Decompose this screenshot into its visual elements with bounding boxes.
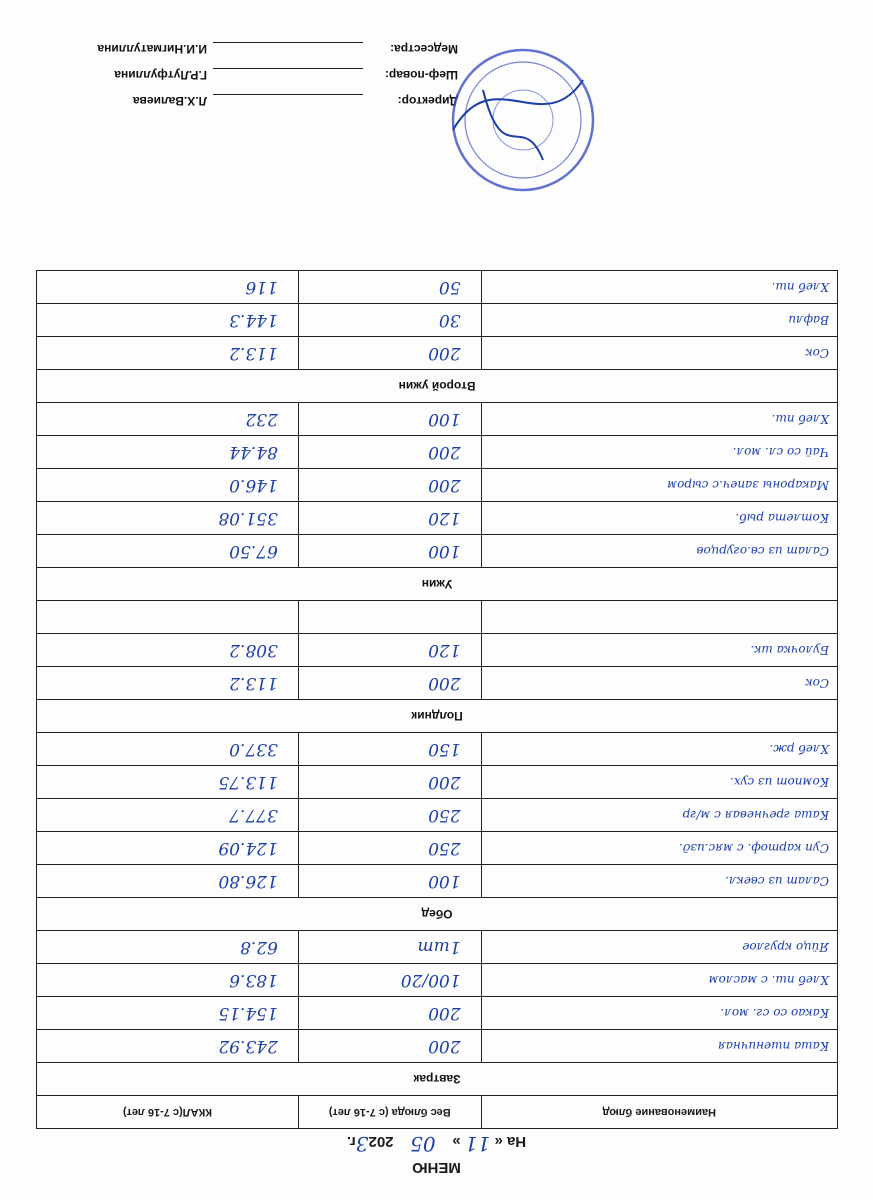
- table-row: [37, 865, 838, 898]
- dish-name: Суп картоф. с мяс.изд.: [481, 832, 837, 865]
- dish-name: Хлеб пш.: [481, 271, 837, 304]
- meal-section-row: [37, 568, 838, 601]
- dish-weight: 120: [298, 634, 481, 667]
- signature-person: Л.Х.Валиева: [133, 94, 207, 108]
- header-kcal: ККАЛ(с 7-16 лет): [37, 1096, 299, 1129]
- page-title: МЕНЮ: [412, 1159, 461, 1176]
- meal-section-row: [37, 1063, 838, 1096]
- table-row: [37, 733, 838, 766]
- dish-kcal: 113.2: [37, 667, 299, 700]
- dish-kcal: 351.08: [37, 502, 299, 535]
- dish-weight: 100/20: [298, 964, 481, 997]
- dish-weight: 200: [298, 1030, 481, 1063]
- table-row: [37, 271, 838, 304]
- dish-weight: 100: [298, 403, 481, 436]
- date-mid: »: [452, 1133, 461, 1150]
- dish-name: Каша пшеничная: [481, 1030, 837, 1063]
- dish-kcal: [37, 601, 299, 634]
- dish-weight: 200: [298, 997, 481, 1030]
- dish-weight: 150: [298, 733, 481, 766]
- round-stamp-icon: [443, 40, 603, 200]
- table-row: [37, 436, 838, 469]
- dish-weight: [298, 601, 481, 634]
- dish-kcal: 377.7: [37, 799, 299, 832]
- dish-kcal: 67.50: [37, 535, 299, 568]
- table-row: [37, 832, 838, 865]
- dish-weight: 30: [298, 304, 481, 337]
- signature-chef: [18, 68, 458, 82]
- dish-kcal: 62.8: [37, 931, 299, 964]
- header-weight: Вес блюда (с 7-16 лет): [298, 1096, 481, 1129]
- dish-name: Яйцо круглое: [481, 931, 837, 964]
- dish-name: Каша гречневая с м/гр: [481, 799, 837, 832]
- signature-role: Директор:: [397, 94, 458, 108]
- meal-title: Ужин: [37, 568, 838, 601]
- table-row: [37, 931, 838, 964]
- signature-line: [213, 68, 363, 81]
- table-row: [37, 667, 838, 700]
- dish-kcal: 232: [37, 403, 299, 436]
- signature-person: Г.Р.Лутфуллина: [114, 68, 207, 82]
- dish-kcal: 124.09: [37, 832, 299, 865]
- signature-line: [213, 42, 363, 55]
- dish-kcal: 146.0: [37, 469, 299, 502]
- dish-weight: 120: [298, 502, 481, 535]
- dish-weight: 200: [298, 667, 481, 700]
- dish-weight: 200: [298, 436, 481, 469]
- meal-section-row: [37, 898, 838, 931]
- table-row: [37, 337, 838, 370]
- table-row: [37, 766, 838, 799]
- dish-kcal: 308.2: [37, 634, 299, 667]
- dish-weight: 100: [298, 535, 481, 568]
- dish-kcal: 154.15: [37, 997, 299, 1030]
- dish-weight: 200: [298, 766, 481, 799]
- dish-name: Компот из сух.: [481, 766, 837, 799]
- signature-role: Медсестра:: [390, 42, 458, 56]
- dish-name: Чай со сл. мол.: [481, 436, 837, 469]
- table-row: [37, 997, 838, 1030]
- table-row: [37, 403, 838, 436]
- table-row: [37, 634, 838, 667]
- dish-weight: 200: [298, 469, 481, 502]
- dish-name: Вафли: [481, 304, 837, 337]
- dish-name: Сок: [481, 667, 837, 700]
- date-year-suffix: г.: [346, 1133, 356, 1150]
- meal-title: Завтрак: [37, 1063, 838, 1096]
- dish-weight: 50: [298, 271, 481, 304]
- signature-nurse: [18, 42, 458, 56]
- date-year-digit: 3: [355, 1132, 369, 1156]
- menu-body: [37, 271, 838, 1096]
- signature-director: [18, 94, 458, 108]
- table-row: [37, 502, 838, 535]
- dish-name: Хлеб пш.: [481, 403, 837, 436]
- dish-kcal: 126.80: [37, 865, 299, 898]
- dish-kcal: 113.75: [37, 766, 299, 799]
- dish-name: Булочка шк.: [481, 634, 837, 667]
- signature-person: И.И.Нигматуллина: [97, 42, 207, 56]
- table-row: [37, 304, 838, 337]
- table-row: [37, 1030, 838, 1063]
- dish-kcal: 84.44: [37, 436, 299, 469]
- dish-name: Салат из свекл.: [481, 865, 837, 898]
- dish-name: Хлеб рж.: [481, 733, 837, 766]
- table-row: [37, 964, 838, 997]
- table-row: [37, 799, 838, 832]
- table-row: [37, 469, 838, 502]
- meal-title: Полдник: [37, 700, 838, 733]
- dish-weight: 250: [298, 832, 481, 865]
- dish-name: [481, 601, 837, 634]
- dish-name: Котлета рыб.: [481, 502, 837, 535]
- dish-kcal: 116: [37, 271, 299, 304]
- meal-title: Второй ужин: [37, 370, 838, 403]
- date-prefix: На «: [494, 1133, 527, 1150]
- dish-weight: 250: [298, 799, 481, 832]
- signature-role: Шеф-повар:: [384, 68, 458, 82]
- date-year: 202: [368, 1133, 394, 1150]
- dish-name: Какао со сг. мол.: [481, 997, 837, 1030]
- dish-name: Сок: [481, 337, 837, 370]
- dish-weight: 100: [298, 865, 481, 898]
- dish-kcal: 144.3: [37, 304, 299, 337]
- date-month: 05: [410, 1132, 436, 1156]
- header-dish: Наименование блюд: [481, 1096, 837, 1129]
- dish-name: Хлеб пш. с маслом: [481, 964, 837, 997]
- table-row: [37, 601, 838, 634]
- signature-line: [213, 94, 363, 107]
- dish-name: Салат из св.огурцов: [481, 535, 837, 568]
- table-row: [37, 535, 838, 568]
- meal-section-row: [37, 370, 838, 403]
- meal-section-row: [37, 700, 838, 733]
- table-header-row: [37, 1096, 838, 1129]
- dish-name: Макароны запеч.с сыром: [481, 469, 837, 502]
- dish-kcal: 113.2: [37, 337, 299, 370]
- dish-weight: 200: [298, 337, 481, 370]
- dish-kcal: 243.92: [37, 1030, 299, 1063]
- date-day: 11: [464, 1132, 491, 1156]
- dish-kcal: 183.6: [37, 964, 299, 997]
- dish-weight: 1шт: [298, 931, 481, 964]
- meal-title: Обед: [37, 898, 838, 931]
- date-line: [0, 1132, 873, 1156]
- menu-table: [36, 270, 838, 1129]
- dish-kcal: 337.0: [37, 733, 299, 766]
